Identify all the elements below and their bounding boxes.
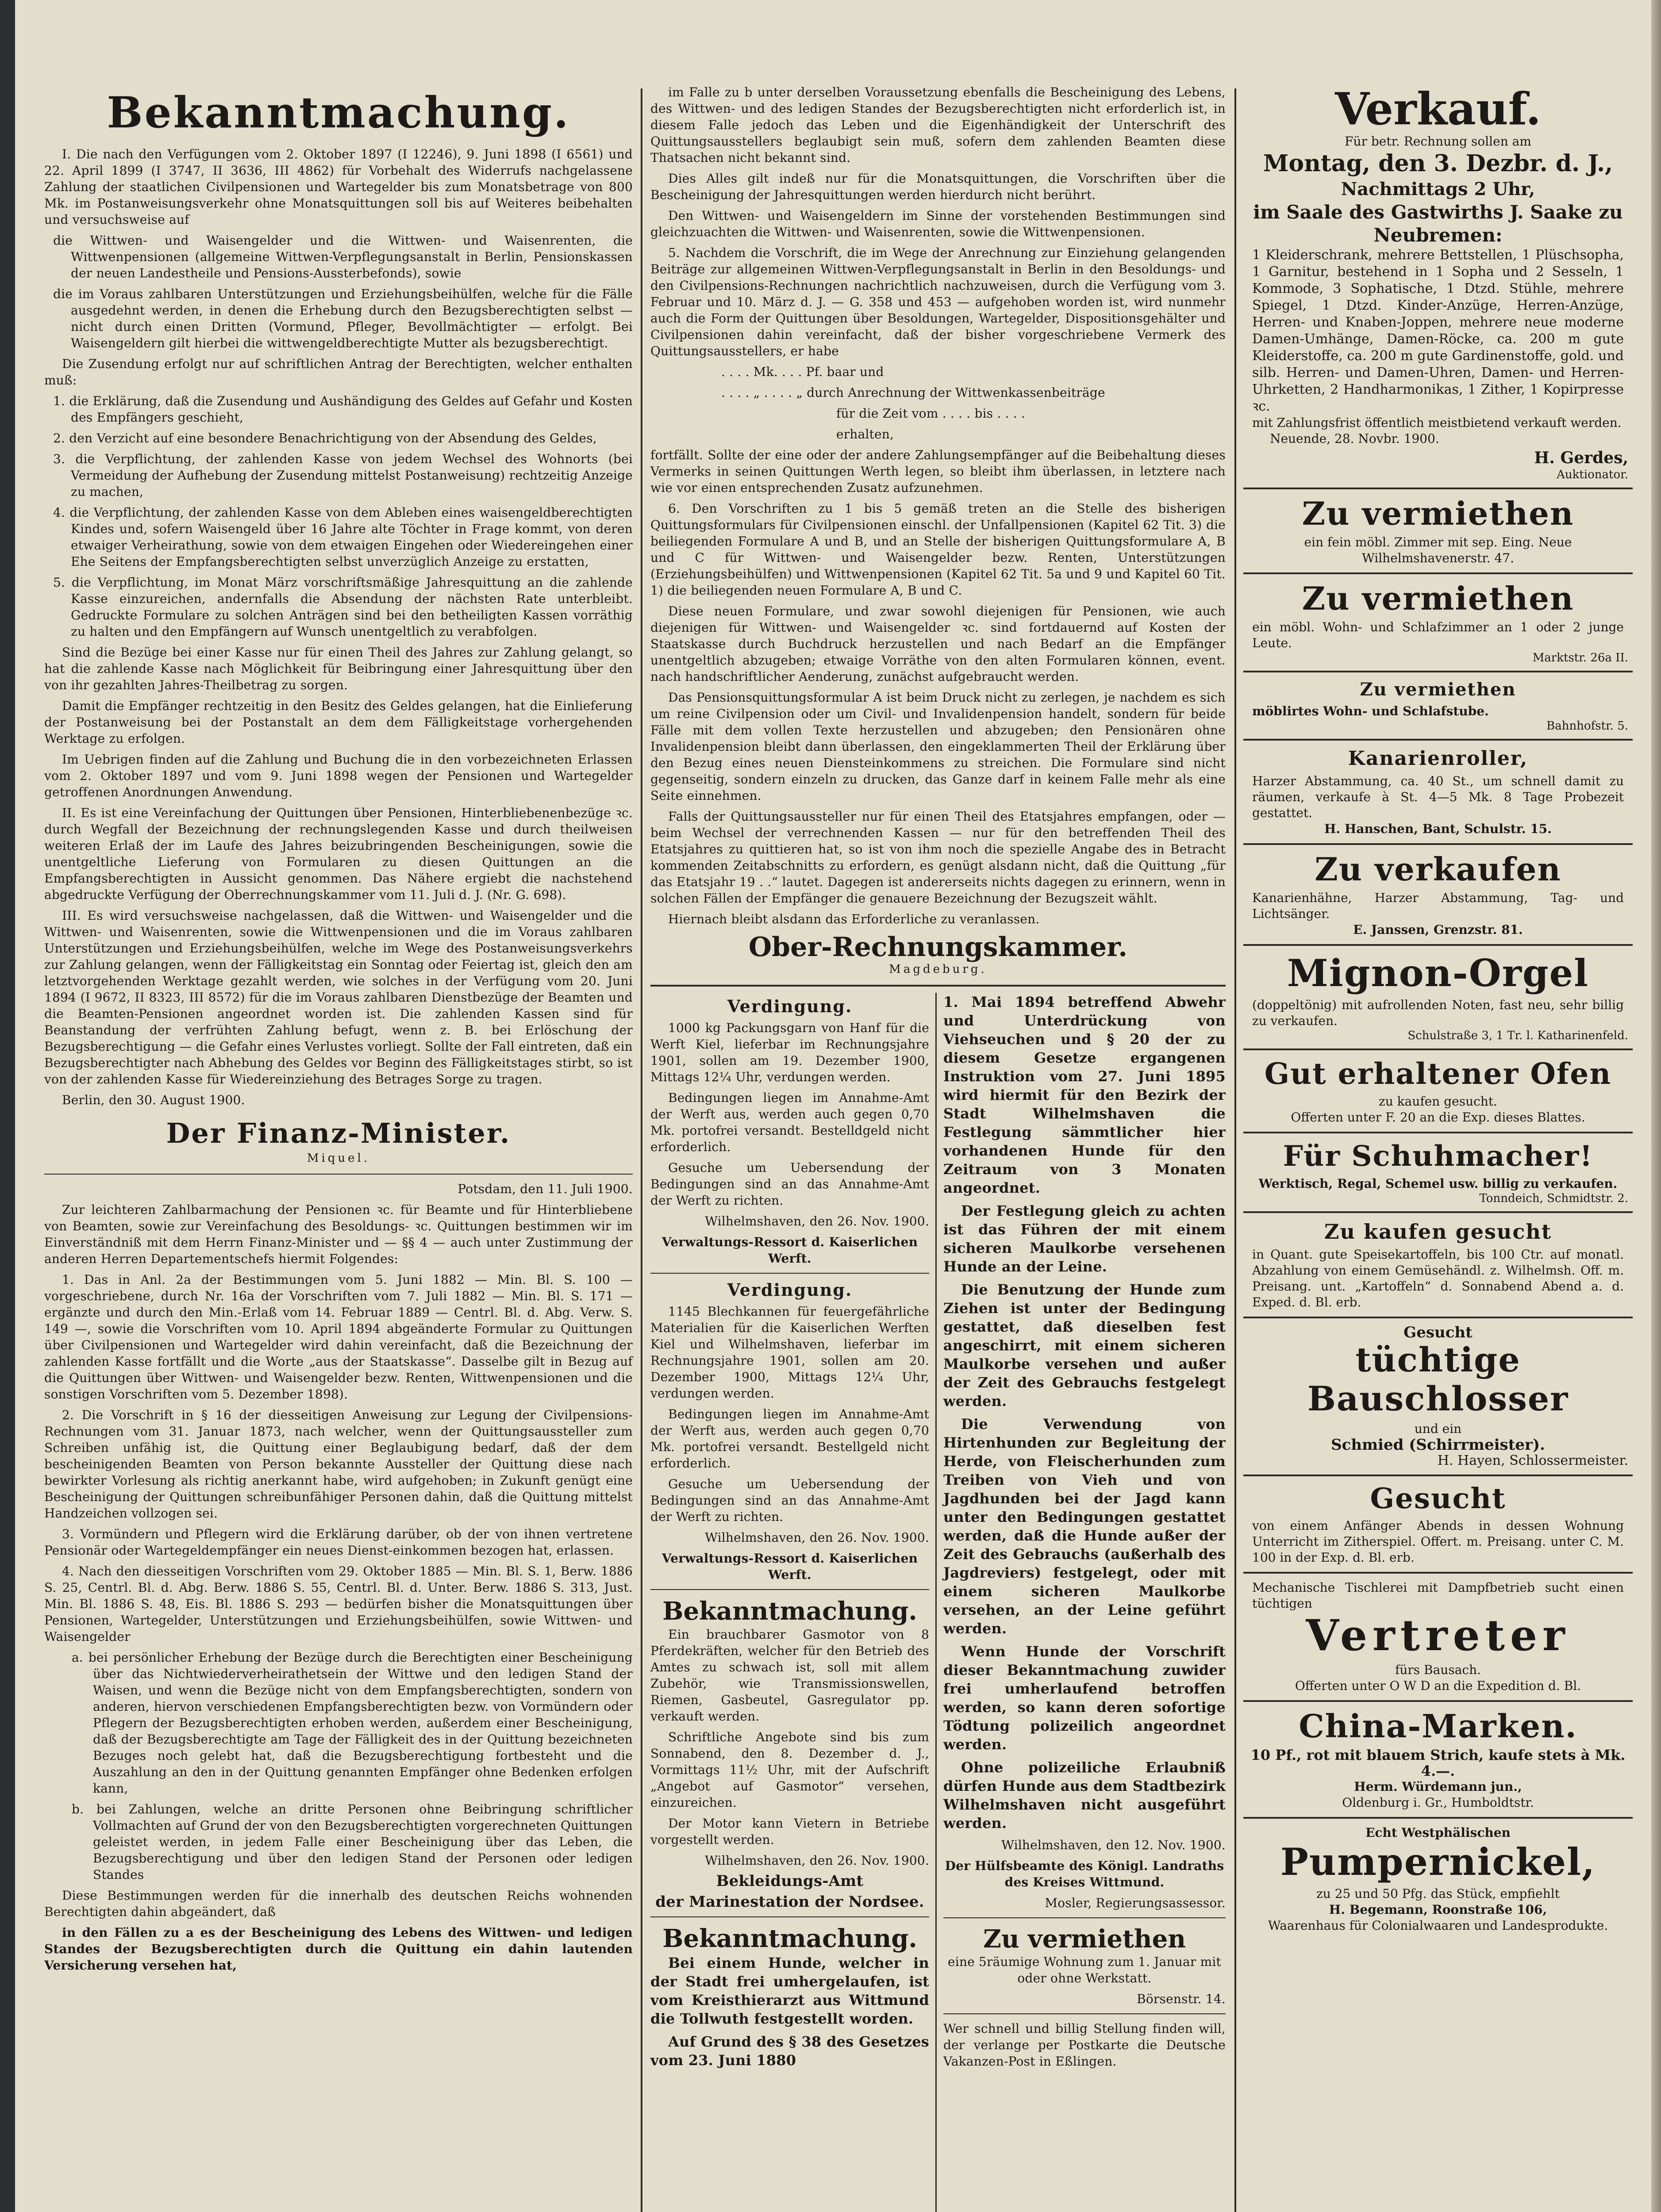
paragraph: Diese Bestimmungen werden für die innerhalb des deutschen Reichs wohnenden Berechtigten dahin abgeändert, daß (44, 1888, 633, 1919)
divider (650, 1916, 929, 1917)
pump-title: Pumpernickel, (1280, 1840, 1596, 1884)
verdingung-1-body (650, 1020, 929, 1267)
bekanntmachung-2-body (650, 1626, 929, 1910)
china-addr: Oldenburg i. Gr., Humboldtstr. (1342, 1795, 1534, 1810)
schuh-addr: Tonndeich, Schmidtstr. 2. (1479, 1192, 1628, 1205)
dateline: Potsdam, den 11. Juli 1900. (458, 1182, 633, 1196)
kanarien-text: Harzer Abstammung, ca. 40 St., um schnell damit zu räumen, verkaufe à St. 4—5 Mk. 8 Tage Probezeit gestattet. (1252, 774, 1624, 820)
paragraph: Im Uebrigen finden auf die Zahlung und Buchung die in den vorbezeichneten Erlassen vom 2. Oktober 1897 und vom 9. Juni 1898 wegen der Pensionen und Wartegelder getroffenen Anordnungen Anwendung. (44, 752, 633, 799)
zu-vermiethen-title: Zu vermiethen (983, 1924, 1186, 1954)
china-title: China-Marken. (1299, 1707, 1577, 1745)
middle-column (650, 84, 1226, 2212)
divider (1243, 739, 1633, 741)
paragraph: 5. Nachdem die Vorschrift, die im Wege der Anrechnung zur Einziehung gelangenden Beiträge zur allgemeinen Wittwen-Verpflegungsanstalt in Berlin in den Besoldungs- und den Civilpensions-Rechnungen nachrichtlich nachzuweisen, durch die Verfügung vom 3. Februar und 10. März d. J. — G. 358 und 453 — aufgehoben worden ist, wird nunmehr auch die Form der Quittungen über Besoldungen, Wartegelder, Dispositionsgehälter und Civilpensionen dahin vereinfacht, daß der bisher vorgeschriebene Vermerk des Quittungsausstellers, er habe (650, 246, 1226, 358)
gesucht-label: Gesucht (1403, 1324, 1473, 1341)
dateline: Berlin, den 30. August 1900. (62, 1093, 245, 1107)
zu-vermiethen-body (943, 1954, 1226, 2007)
paragraph: Hiernach bleibt alsdann das Erforderliche zu veranlassen. (668, 912, 1040, 926)
paragraph: Der Motor kann Vietern in Betriebe vorgestellt werden. (650, 1816, 929, 1847)
paragraph: 4. Nach den diesseitigen Vorschriften vom 29. Oktober 1885 — Min. Bl. S. 1, Berw. 1886 S. 25, Centrl. Bl. d. Abg. Berw. 1886 S. 55, Centrl. Bl. d. Unter. Berw. 1886 S. 313, Just. Min. Bl. 1886 S. 48, Eis. Bl. 1886 S. 293 — bedürfen bisher die Monatsquittungen über Pensionen, Wartegelder, Unterstützungen und Erziehungsbeihülfen, sowie Wittwen- und Waisengelder (44, 1564, 633, 1644)
verkauf-items: 1 Kleiderschrank, mehrere Bettstellen, 1 Plüschsopha, 1 Garnitur, bestehend in 1 Sopha und 2 Sesseln, 1 Kommode, 3 Sophatische, 1 Dtzd. Stühle, mehrere Spiegel, 1 Dtzd. Kinder-Anzüge, Herren-Anzüge, Herren- und Knaben-Joppen, mehrere neue moderne Damen-Umhänge, Damen-Röcke, ca. 200 m gute Kleiderstoffe, ca. 200 m gute Gardinenstoffe, gold. und silb. Herren- und Damen-Uhren, Damen- und Herren-Uhrketten, 2 Handharmonikas, 1 Zither, 1 Kopirpresse ꝛc. (1252, 247, 1624, 414)
verkauf-role: Auktionator. (1557, 468, 1628, 481)
right-column (1243, 84, 1633, 1934)
zvk-title: Zu verkaufen (1315, 850, 1561, 888)
divider (1243, 488, 1633, 489)
paragraph: 1. Mai 1894 betreffend Abwehr und Unterdrückung von Viehseuchen und § 20 der zu diesem Gesetze ergangenen Instruktion vom 27. Juni 1895 wird hiermit für den Bezirk der Stadt Wilhelmshaven die Festlegung sämmtlicher hier vorhandenen Hunde für den Zeitraum von 3 Monaten angeordnet. (943, 994, 1226, 1196)
bekanntmachung-2-title: Bekanntmachung. (662, 1597, 917, 1626)
list-item: a. bei persönlicher Erhebung der Bezüge durch die Berechtigten einer Bescheinigung über das Nichtwiederverheirathetsein der Wittwe und den ledigen Stand der Waisen, und wenn die Bezüge nicht von dem Empfangsberechtigten, sondern von anderen, hiervon verschiedenen Empfangsberechtigten bezw. von Vormündern oder Pflegern der Bezugsberechtigten erhoben werden, außerdem einer Bescheinigung, daß der Bezugsberechtigte am Tage der Fälligkeit des in der Quittung bezeichneten Bezuges noch gelebt hat, daß die Bezugsberechtigung fortbesteht und die Auszahlung an den in der Quittung genannten Empfänger ohne Bedenken erfolgen kann, (72, 1650, 633, 1796)
column-rule (1234, 88, 1236, 2212)
list-item: 1. die Erklärung, daß die Zusendung und Aushändigung des Geldes auf Gefahr und Kosten des Empfängers geschieht, (53, 394, 633, 425)
list-item: 2. den Verzicht auf eine besondere Benachrichtigung von der Absendung des Geldes, (53, 431, 597, 445)
paragraph: Die Verwendung von Hirtenhunden zur Begleitung der Herde, von Fleischerhunden zum Treiben von Vieh und von Jagdhunden bei der Jagd kann unter den Bedingungen gestattet werden, daß die Hunde außer der Zeit des Gebrauchs (außerhalb des Jagdreviers) festgelegt, oder mit einem sicheren Maulkorbe versehen, an der Leine geführt werden. (943, 1416, 1226, 1637)
form-line: für die Zeit vom . . . . bis . . . . (836, 406, 1026, 421)
verkauf-time: Nachmittags 2 Uhr, (1341, 179, 1535, 200)
paragraph: Schriftliche Angebote sind bis zum Sonnabend, den 8. Dezember d. J., Vormittags 11½ Uhr, mit der Aufschrift „Angebot auf Gasmotor“ versehen, einzureichen. (650, 1730, 929, 1810)
form-line: . . . . Mk. . . . Pf. baar und (721, 365, 884, 379)
zv1-title: Zu vermiethen (1302, 495, 1574, 532)
vertreter-text: fürs Bausach. (1395, 1663, 1481, 1677)
paragraph: Der Festlegung gleich zu achten ist das Führen der mit einem sicheren Maulkorbe versehenen Hunde an der Leine. (943, 1202, 1226, 1275)
schlosser-title: tüchtige Bauschlosser (1307, 1340, 1569, 1418)
china-name: Herm. Würdemann jun., (1354, 1779, 1522, 1794)
column-rule (641, 88, 642, 2212)
scan-left-edge (0, 0, 15, 2212)
middle-subcolumn-right (943, 993, 1226, 2074)
paragraph: Bedingungen liegen im Annahme-Amt der Werft aus, werden auch gegen 0,70 Mk. portofrei versandt. Bestelldgeld nicht erforderlich. (650, 1091, 929, 1154)
orc-title: Ober-Rechnungskammer. (748, 932, 1128, 963)
schuh-text: Werktisch, Regal, Schemel usw. billig zu verkaufen. (1258, 1176, 1618, 1191)
signature: Verwaltungs-Ressort d. Kaiserlichen Werft. (661, 1235, 918, 1266)
divider (1243, 1132, 1633, 1133)
paragraph: Ohne polizeiliche Erlaubniß dürfen Hunde aus dem Stadtbezirk Wilhelmshaven nicht ausgeführt werden. (943, 1759, 1226, 1832)
dateline: Wilhelmshaven, den 26. Nov. 1900. (705, 1853, 929, 1868)
left-column (44, 84, 633, 1978)
pump-name: H. Begemann, Roonstraße 106, (1329, 1902, 1547, 1917)
paragraph: im Falle zu b unter derselben Voraussetzung ebenfalls die Bescheinigung des Lebens, des Wittwen- und des ledigen Standes der Bezugsberechtigten nicht erforderlich ist, in diesem Falle jedoch das Leben und die Eigenhändigkeit der Unterschrift des Quittungsausstellers beglaubigt sein muß, sofern dem zahlenden Beamten diese Thatsachen nicht bekannt sind. (650, 85, 1226, 165)
page-right-edge (1651, 0, 1661, 2212)
verkauf-date2: Neuende, 28. Novbr. 1900. (1270, 431, 1439, 446)
form-line: . . . . „ . . . . „ durch Anrechnung der Wittwenkassenbeiträge (721, 385, 1105, 400)
kanarien-name: H. Hanschen, Bant, Schulstr. 15. (1324, 822, 1552, 836)
paragraph: fortfällt. Sollte der eine oder der andere Zahlungsempfänger auf die Beibehaltung dieses Vermerks in seinen Quittungen Werth legen, so bleibt ihm überlassen, in letztere nach wie vor einen entsprechenden Zusatz aufzunehmen. (650, 448, 1226, 495)
ofen-title: Gut erhaltener Ofen (1264, 1056, 1612, 1091)
verkauf-end: mit Zahlungsfrist öffentlich meistbietend verkauft werden. (1252, 415, 1622, 430)
paragraph: Wer schnell und billig Stellung finden will, der verlange per Postkarte die Deutsche Vakanzen-Post in Eßlingen. (943, 2021, 1226, 2069)
verkauf-name: H. Gerdes, (1534, 449, 1628, 467)
divider (650, 985, 1226, 987)
bekanntmachung-title: Bekanntmachung. (107, 88, 570, 138)
divider (943, 1917, 1226, 1918)
zvk-text: Kanarienhähne, Harzer Abstammung, Tag- und Lichtsänger. (1252, 891, 1624, 921)
paragraph: Damit die Empfänger rechtzeitig in den Besitz des Geldes gelangen, hat die Einlieferung der Postanweisung bei der Postanstalt an dem dem Fälligkeitstage vorhergehenden Werktage zu erfolgen. (44, 699, 633, 746)
bekanntmachung-3-title: Bekanntmachung. (662, 1924, 917, 1953)
paragraph: Gesuche um Uebersendung der Bedingungen sind an das Annahme-Amt der Werft zu richten. (650, 1477, 929, 1524)
zither-text: von einem Anfänger Abends in dessen Wohnung Unterricht im Zitherspiel. Offert. m. Preisang. unter C. M. 100 in der Exp. d. Bl. erb. (1252, 1518, 1624, 1565)
zvk-name: E. Janssen, Grenzstr. 81. (1353, 922, 1523, 937)
list-item: 4. die Verpflichtung, der zahlenden Kasse von dem Ableben eines waisengeldberechtigten Kindes und, sofern Waisengeld über 16 Jahre alte Töchter in Frage kommt, von deren etwaiger Verheirathung, sowie von dem etwaigen Eingehen oder Wiedereingehen einer Ehe Seitens der Empfangsberechtigten selbst unverzüglich Anzeige zu erstatten, (53, 505, 633, 569)
paragraph: Den Wittwen- und Waisengeldern im Sinne der vorstehenden Bestimmungen sind gleichzuachten die Wittwen- und Waisenrenten, sowie die Wittwenpensionen. (650, 208, 1226, 239)
signature-name: Mosler, Regierungsassessor. (1045, 1896, 1226, 1910)
divider (1243, 843, 1633, 845)
divider (1243, 944, 1633, 946)
paragraph: 2. Die Vorschrift in § 16 der diesseitigen Anweisung zur Legung der Civilpensions-Rechnungen vom 31. Januar 1873, nach welcher, wenn der Quittungsaussteller zum Schreiben unfähig ist, die Quittung einer Beglaubigung bedarf, daß der dem bescheinigenden Beamten von Person bekannte Aussteller der Quittung diese nach bewirkter Vorlesung als richtig anerkannt habe, wird aufgehoben; in Zukunft genügt eine Bescheinigung der Quittungen schreibunfähiger Personen dahin, daß die Quittung mittelst Handzeichen vollzogen sei. (44, 1408, 633, 1521)
list-item: die Wittwen- und Waisengelder und die Wittwen- und Waisenrenten, die Wittwenpensionen (allgemeine Wittwen-Verpflegungsanstalt in Berlin, Pensionskassen der neuen Landestheile und Pensions-Aussterbefonds), sowie (53, 233, 633, 280)
list-item: 5. die Verpflichtung, im Monat März vorschriftsmäßige Jahresquittung an die zahlende Kasse einzureichen, andernfalls die Absendung der nächsten Rate unterbleibt. Gedruckte Formulare zu solchen Anträgen sind bei den betheiligten Kassen vorräthig zu halten und den Empfängern auf Wunsch unentgeltlich zu verabfolgen. (53, 575, 633, 639)
zv3-addr: Bahnhofstr. 5. (1546, 719, 1628, 733)
list-item: 3. die Verpflichtung, der zahlenden Kasse von jedem Wechsel des Wohnorts (bei Vermeidung der Aufhebung der Zusendung mittelst Postanweisung) rechtzeitig Anzeige zu machen, (53, 452, 633, 499)
divider (1243, 1048, 1633, 1050)
paragraph: Falls der Quittungsaussteller nur für einen Theil des Etatsjahres empfangen, oder — beim Wechsel der verrechnenden Kassen — nur für den betreffenden Theil des Etatsjahres zu quittieren hat, so ist von ihm noch die spezielle Angabe des in Betracht kommenden Zeitabschnitts zu erfordern, es genügt alsdann nicht, daß die Quittung „für das Etatsjahr 19 . .“ lautet. Dagegen ist andererseits nichts dagegen zu erinnern, wenn in solchen Fällen der Empfänger die genauere Bezeichnung der Bezugszeit wählt. (650, 809, 1226, 906)
divider (1243, 1700, 1633, 1702)
pump-text2: Waarenhaus für Colonialwaaren und Landesprodukte. (1268, 1918, 1608, 1933)
divider (650, 1273, 929, 1274)
tischlerei-text: Mechanische Tischlerei mit Dampfbetrieb sucht einen tüchtigen (1252, 1580, 1624, 1611)
verkauf-title: Verkauf. (1335, 83, 1541, 135)
bekanntmachung-3-body (650, 1954, 929, 2070)
signature: der Marinestation der Nordsee. (655, 1893, 924, 1911)
paragraph: Zur leichteren Zahlbarmachung der Pensionen ꝛc. für Beamte und für Hinterbliebene von Beamten, sowie zur Vereinfachung des Besoldungs- ꝛc. Quittungen bestimmen wir im Einverständniß mit dem Herrn Finanz-Minister und — §§ 4 — auch unter Zustimmung der anderen Herren Departementschefs hiermit Folgendes: (44, 1202, 633, 1266)
verkauf-place: im Saale des Gastwirths J. Saake zu Neubremen: (1253, 201, 1623, 246)
ofen-text2: Offerten unter F. 20 an die Exp. dieses Blattes. (1291, 1110, 1585, 1125)
mignon-text: (doppeltönig) mit aufrollenden Noten, fast neu, sehr billig zu verkaufen. (1252, 998, 1624, 1028)
divider (1243, 671, 1633, 672)
paragraph: Bedingungen liegen im Annahme-Amt der Werft aus, werden auch gegen 0,70 Mk. portofrei versandt. Bestellgeld nicht erforderlich. (650, 1407, 929, 1471)
paragraph: 1000 kg Packungsgarn von Hanf für die Werft Kiel, lieferbar im Rechnungsjahre 1901, sollen am 19. Dezember 1900, Mittags 12¼ Uhr, verdungen werden. (650, 1021, 929, 1084)
paragraph: Wenn Hunde der Vorschrift dieser Bekanntmachung zuwider frei umherlaufend betroffen werden, so kann deren sofortige Tödtung polizeilich angeordnet werden. (943, 1643, 1226, 1753)
divider (650, 1589, 929, 1590)
verkauf-subtitle: Für betr. Rechnung sollen am (1345, 134, 1531, 149)
paragraph: 1. Das in Anl. 2a der Bestimmungen vom 5. Juni 1882 — Min. Bl. S. 100 — vorgeschriebene, durch Nr. 16a der Vorschriften vom 7. Juli 1882 — Min. Bl. S. 171 — ergänzte und durch den Min.-Erlaß vom 14. Februar 1889 — Centrl. Bl. d. Abg. Verw. S. 149 —, sowie die Vorschriften vom 10. April 1894 abgeänderte Formular zu Quittungen über Civilpensionen und Wartegelder wird dahin vereinfacht, daß die Bezeichnung der zahlenden Kasse fortfällt und die Worte „aus der Staatskasse“. Dasselbe gilt in Bezug auf die Quittungen über Wittwen- und Waisengelder bezw. Renten, Wittwenpensionen und die sonstigen Vorschriften vom 5. Dezember 1898). (44, 1272, 633, 1402)
middle-lower (650, 993, 1226, 2212)
paragraph: 1145 Blechkannen für feuergefährliche Materialien für die Kaiserlichen Werften Kiel und Wilhelmshaven, lieferbar im Rechnungsjahre 1901, sollen am 20. Dezember 1900, Mittags 12¼ Uhr, verdungen werden. (650, 1304, 929, 1401)
vertreter-text2: Offerten unter O W D an die Expedition d. Bl. (1295, 1678, 1581, 1693)
divider (1243, 1475, 1633, 1476)
vakanzen-ad (943, 2020, 1226, 2070)
paragraph: Auf Grund des § 38 des Gesetzes vom 23. Juni 1880 (650, 2033, 929, 2069)
dateline: Wilhelmshaven, den 26. Nov. 1900. (705, 1214, 929, 1229)
paragraph: I. Die nach den Verfügungen vom 2. Oktober 1897 (I 12246), 9. Juni 1898 (I 6561) und 22. April 1899 (I 3747, II 3636, III 4862) für Vorbehalt des Widerrufs nachgelassene Zahlung der staatlichen Civilpensionen und Wartegelder bis zum Monatsbetrage von 800 Mk. im Postanweisungsverkehr ohne Monatsquittungen soll bis auf Weiteres beibehalten und versuchsweise auf (44, 147, 633, 227)
paragraph: Diese neuen Formulare, und zwar sowohl diejenigen für Pensionen, wie auch diejenigen für Wittwen- und Waisengelder ꝛc. sind fortdauernd auf Kosten der Staatskasse durch Buchdruck herzustellen und nach Bedarf an die Empfänger unentgeltlich abzugeben; etwaige Vorräthe von den alten Formularen können, event. nach handschriftlicher Aenderung, zunächst aufgebraucht werden. (650, 604, 1226, 684)
kauf-title: Zu kaufen gesucht (1324, 1220, 1552, 1244)
divider (1243, 1317, 1633, 1318)
zv3-text: möblirtes Wohn- und Schlafstube. (1252, 704, 1489, 718)
list-item: die im Voraus zahlbaren Unterstützungen und Erziehungsbeihülfen, welche für die Fälle ausgedehnt werden, in denen die Erhebung durch den Bezugsberechtigten selbst — nicht durch einen Dritten (Vormund, Pfleger, Bevollmächtigter — erfolgt. Bei Waisengeldern gilt hierbei die wittwengeldberechtigte Mutter als bezugsberechtigt. (53, 287, 633, 350)
divider (1243, 1572, 1633, 1574)
kauf-text: in Quant. gute Speisekartoffeln, bis 100 Ctr. auf monatl. Abzahlung von einem Gemüsehändl. z. Wilhelmsh. Off. m. Preisang. unt. „Kartoffeln“ d. Sonnabend Abend a. d. Exped. d. Bl. erb. (1252, 1247, 1624, 1310)
zv3-title: Zu vermiethen (1360, 679, 1516, 700)
china-text: 10 Pf., rot mit blauem Strich, kaufe stets à Mk. 4.—. (1250, 1747, 1626, 1779)
schlosser-text2: Schmied (Schirrmeister). (1331, 1436, 1545, 1454)
divider (943, 2013, 1226, 2014)
paragraph: eine 5räumige Wohnung zum 1. Januar mit oder ohne Werkstatt. (948, 1955, 1221, 1985)
zv2-addr: Marktstr. 26a II. (1532, 651, 1628, 664)
minister-title: Der Finanz-Minister. (166, 1117, 511, 1149)
verdingung-2-body (650, 1303, 929, 1583)
signature: Bekleidungs-Amt (716, 1872, 864, 1890)
paragraph: 6. Den Vorschriften zu 1 bis 5 gemäß treten an die Stelle des bisherigen Quittungsformulars für Civilpensionen einschl. der Unfallpensionen (Kapitel 62 Tit. 3) die beiliegenden Formulare A und B, und an Stelle der bisherigen Quittungsformulare A, B und C für Wittwen- und Waisengelder bezw. Renten, Unterstützungen (Erziehungsbeihülfen) und Wittwenpensionen (Kapitel 62 Tit. 5a und 9 und Kapitel 60 Tit. 1) die beiliegenden neuen Formulare A, B und C. (650, 501, 1226, 598)
hunde-body (943, 993, 1226, 1911)
verkauf-date: Montag, den 3. Dezbr. d. J., (1263, 150, 1613, 177)
orc-place: Magdeburg. (889, 963, 987, 976)
list-item: b. bei Zahlungen, welche an dritte Personen ohne Beibringung schriftlicher Vollmachten auf Grund der von den Bezugsberechtigten vorgerechneten Quittungen geleistet werden, in jedem Falle einer Bescheinigung über das Leben, die Bezugsberechtigung und über den ledigen Stand der Personen oder ledigen Standes (72, 1802, 633, 1882)
paragraph: in den Fällen zu a es der Bescheinigung des Lebens des Wittwen- und ledigen Standes der Bezugsberechtigten durch die Quittung ein dahin lautenden Versicherung versehen hat, (44, 1925, 633, 1973)
minister-name: Miquel. (307, 1152, 370, 1165)
vertreter-title: Vertreter (1306, 1610, 1570, 1660)
gesucht-2-title: Gesucht (1370, 1482, 1506, 1515)
signature: Der Hülfsbeamte des Königl. Landraths des Kreises Wittmund. (945, 1859, 1224, 1889)
mignon-addr: Schulstraße 3, 1 Tr. l. Katharinenfeld. (1407, 1029, 1628, 1042)
form-line: erhalten, (836, 427, 894, 442)
paragraph: Die Zusendung erfolgt nur auf schriftlichen Antrag der Berechtigten, welcher enthalten muß: (44, 357, 633, 388)
paragraph: 3. Vormündern und Pflegern wird die Erklärung darüber, ob der von ihnen vertretene Pensionär oder Wartegeldempfänger ein neues Dienst-einkommen bezogen hat, erlassen. (44, 1527, 633, 1558)
left-body-text (44, 146, 633, 1108)
ofen-text: zu kaufen gesucht. (1378, 1094, 1497, 1109)
paragraph: III. Es wird versuchsweise nachgelassen, daß die Wittwen- und Waisengelder und die Wittwen- und Waisenrenten, sowie die Wittwenpensionen und die im Voraus zahlbaren Unterstützungen und Erziehungsbeihülfen, welche im Wege des Postanweisungsverkehrs zur Zahlung gelangen, wenn der Fälligkeitstag ein Sonntag oder Feiertag ist, gleich den am letztvorgehenden Werktage gezahlt werden, wie solches in der Verfügung vom 20. Juni 1894 (I 9672, II 8323, III 8572) für die im Voraus zahlbaren Dienstbezüge der Beamten und die Beamten-Pensionen angeordnet worden ist. Die zahlenden Kassen sind für Beanstandung der verfrühten Zahlung befugt, wenn z. B. bei Erlöschung der Bezugsberechtigung — die Gefahr eines Verlustes vorliegt. Sollte der Fall eintreten, daß ein Bezugsberechtigter nach Abhebung des Geldes vor Beginn des Fälligkeitstages stirbt, so ist von der zahlenden Kasse für Wiedereinziehung des Betrages Sorge zu tragen. (44, 908, 633, 1087)
schlosser-text: und ein (1414, 1421, 1462, 1436)
paragraph: Das Pensionsquittungsformular A ist beim Druck nicht zu zerlegen, je nachdem es sich um reine Civilpension oder um Civil- und Invalidenpension handelt, sondern für beide Fälle mit dem vollen Texte herzustellen und abzugeben; den Pensionären ohne Invalidenpension bleibt dann überlassen, den eingeklammerten Theil der Erklärung über den Bezug eines neuen Diensteinkommens zu streichen. Die Formulare sind nicht gegenseitig, sondern einzeln zu drucken, das Ganze darf in keinem Falle mehr als eine Seite einnehmen. (650, 690, 1226, 803)
address: Börsenstr. 14. (1137, 1992, 1226, 2006)
left-body-text-2 (44, 1181, 633, 1974)
divider (1243, 1211, 1633, 1213)
middle-subcolumn-left (650, 993, 929, 2074)
paragraph: Dies Alles gilt indeß nur für die Monatsquittungen, die Vorschriften über die Bescheinigung der Jahresquittungen werden hierdurch nicht berührt. (650, 171, 1226, 202)
divider (44, 1174, 633, 1175)
verdingung-1-title: Verdingung. (727, 996, 853, 1016)
paragraph: Bei einem Hunde, welcher in der Stadt frei umhergelaufen, ist vom Kreisthierarzt aus Wittmund die Tollwuth festgestellt worden. (650, 1955, 929, 2027)
paragraph: II. Es ist eine Vereinfachung der Quittungen über Pensionen, Hinterbliebenenbezüge ꝛc. durch Wegfall der Bezeichnung der rechnungslegenden Kasse und durch theilweisen weiteren Erlaß der im Laufe des Jahres beizubringenden Bescheinigungen, sowie die unentgeltliche Lieferung von Formularen zu diesen Quittungen an die Empfangsberechtigten in Aussicht genommen. Das Nähere ergiebt die nachstehend abgedruckte Verfügung der Oberrechnungskammer vom 11. Juli d. J. (Nr. G. 698). (44, 806, 633, 902)
middle-body-text (650, 84, 1226, 927)
schuh-title: Für Schuhmacher! (1283, 1140, 1593, 1173)
pump-sub: Echt Westphälischen (1365, 1825, 1511, 1840)
zv1-text: ein fein möbl. Zimmer mit sep. Eing. Neue Wilhelmshavenerstr. 47. (1304, 535, 1572, 565)
column-rule (935, 993, 937, 2212)
verdingung-2-title: Verdingung. (727, 1280, 853, 1300)
divider (1243, 572, 1633, 574)
schlosser-name: H. Hayen, Schlossermeister. (1437, 1453, 1628, 1468)
pump-text: zu 25 und 50 Pfg. das Stück, empfiehlt (1316, 1886, 1560, 1901)
paragraph: Ein brauchbarer Gasmotor von 8 Pferdekräften, welcher für den Betrieb des Amtes zu schwach ist, soll mit allem Zubehör, wie Transmissionswellen, Riemen, Gasbeutel, Gasregulator pp. verkauft werden. (650, 1627, 929, 1724)
mignon-title: Mignon-Orgel (1287, 951, 1589, 995)
paragraph: Sind die Bezüge bei einer Kasse nur für einen Theil des Jahres zur Zahlung gelangt, so hat die zahlende Kasse nach Möglichkeit für Beibringung einer Jahresquittung über den von ihr gezahlten Jahres-Theilbetrag zu sorgen. (44, 645, 633, 692)
divider (1243, 1817, 1633, 1819)
zv2-text: ein möbl. Wohn- und Schlafzimmer an 1 oder 2 junge Leute. (1252, 620, 1624, 650)
signature: Verwaltungs-Ressort d. Kaiserlichen Werft. (661, 1551, 918, 1582)
dateline: Wilhelmshaven, den 26. Nov. 1900. (705, 1530, 929, 1545)
zv2-title: Zu vermiethen (1302, 580, 1574, 617)
dateline: Wilhelmshaven, den 12. Nov. 1900. (1001, 1838, 1226, 1852)
paragraph: Gesuche um Uebersendung der Bedingungen sind an das Annahme-Amt der Werft zu richten. (650, 1160, 929, 1208)
paragraph: Die Benutzung der Hunde zum Ziehen ist unter der Bedingung gestattet, daß dieselben fest angeschirrt, mit einem sicheren Maulkorbe versehen und außer der Zeit des Gebrauchs festgelegt werden. (943, 1281, 1226, 1409)
kanarien-title: Kanarienroller, (1348, 747, 1528, 770)
